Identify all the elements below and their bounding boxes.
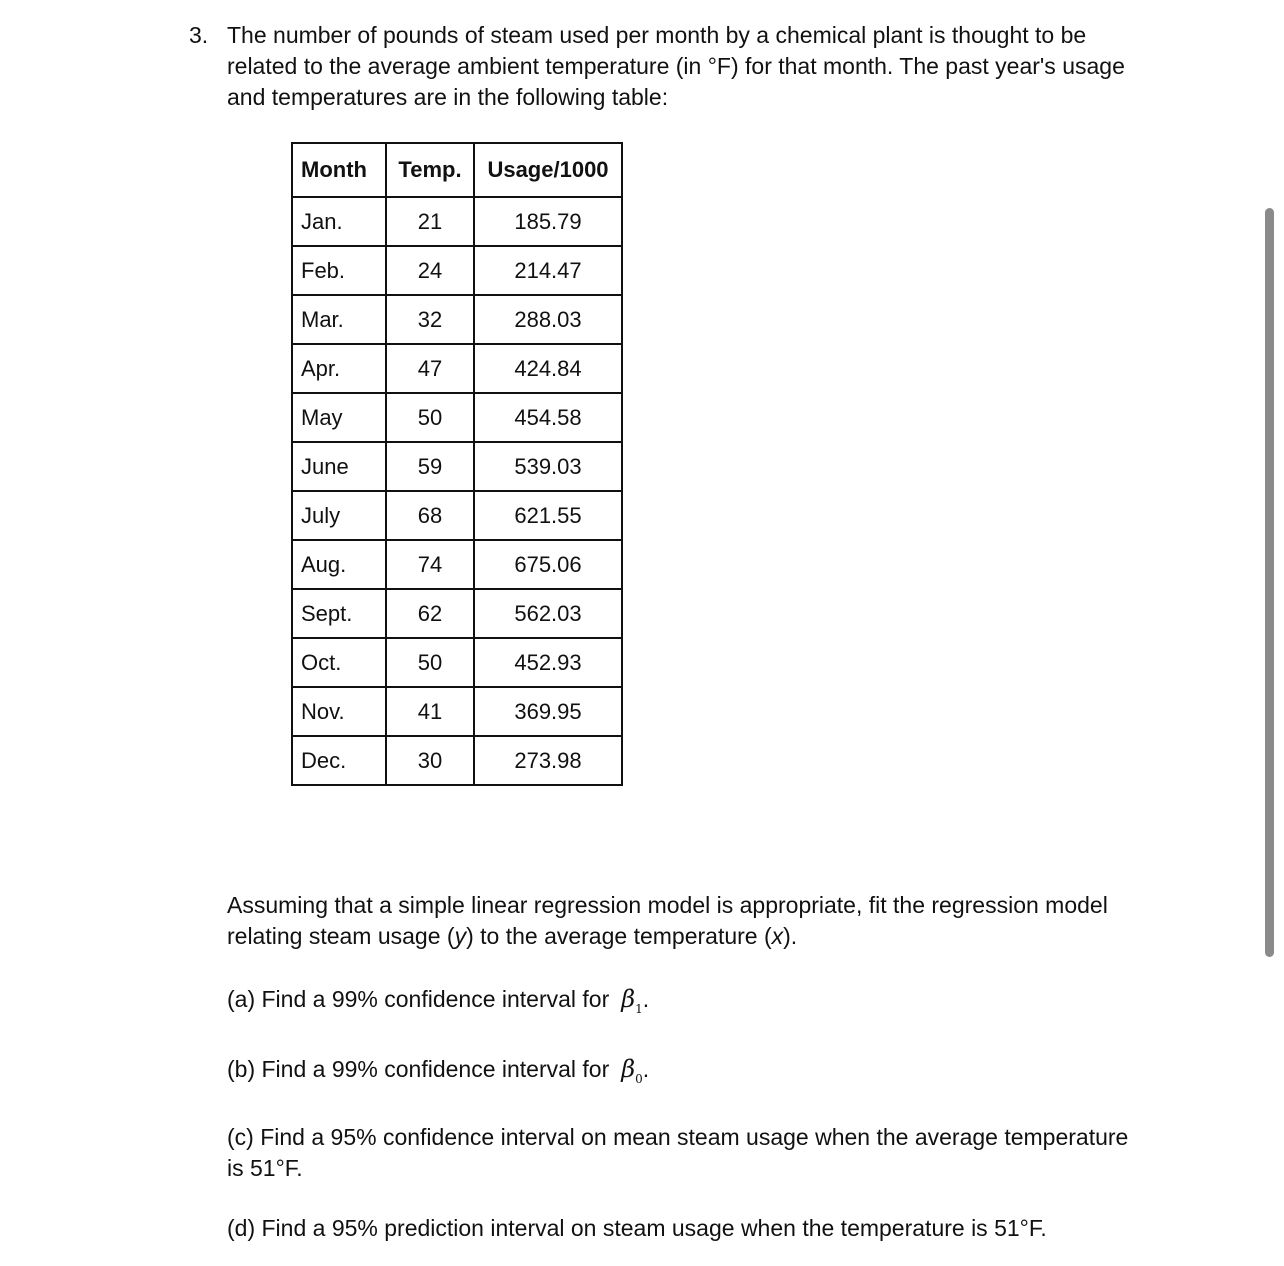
cell-month: Sept. bbox=[292, 589, 386, 638]
cell-temp: 24 bbox=[386, 246, 474, 295]
assumption-text-1: Assuming that a simple linear regression model is appropriate, fit the regression model relating steam usage ( bbox=[227, 892, 1108, 949]
y-variable: y bbox=[454, 923, 467, 949]
vertical-scrollbar[interactable] bbox=[1265, 208, 1274, 957]
beta-1-symbol: $\beta_1$ bbox=[621, 985, 643, 1016]
regression-assumption-text bbox=[227, 890, 1147, 952]
cell-usage: 424.84 bbox=[474, 344, 622, 393]
header-temp: Temp. bbox=[386, 143, 474, 197]
cell-month: Mar. bbox=[292, 295, 386, 344]
part-b-text: (b) Find a 99% confidence interval for bbox=[227, 1056, 610, 1082]
cell-month: Jan. bbox=[292, 197, 386, 246]
part-c: (c) Find a 95% confidence interval on mean steam usage when the average temperature is 51°F. bbox=[227, 1124, 1129, 1181]
cell-temp: 50 bbox=[386, 393, 474, 442]
part-a-text: (a) Find a 99% confidence interval for bbox=[227, 986, 610, 1012]
part-a-period: . bbox=[642, 986, 650, 1012]
cell-temp: 74 bbox=[386, 540, 474, 589]
cell-usage: 454.58 bbox=[474, 393, 622, 442]
part-d: (d) Find a 95% prediction interval on steam usage when the temperature is 51°F. bbox=[227, 1215, 1047, 1241]
cell-temp: 32 bbox=[386, 295, 474, 344]
cell-temp: 21 bbox=[386, 197, 474, 246]
beta-0-symbol: $\beta_0$ bbox=[621, 1055, 643, 1086]
assumption-text-2: ) to the average temperature ( bbox=[466, 923, 772, 949]
cell-usage: 185.79 bbox=[474, 197, 622, 246]
table-row bbox=[292, 246, 622, 295]
table-row bbox=[292, 540, 622, 589]
table-row bbox=[292, 638, 622, 687]
part-b-period: . bbox=[642, 1056, 650, 1082]
header-month: Month bbox=[292, 143, 386, 197]
cell-usage: 288.03 bbox=[474, 295, 622, 344]
part-b bbox=[227, 1054, 1147, 1095]
problem-number: 3. bbox=[189, 22, 209, 48]
cell-month: Aug. bbox=[292, 540, 386, 589]
table-row bbox=[292, 393, 622, 442]
table-row bbox=[292, 197, 622, 246]
cell-usage: 452.93 bbox=[474, 638, 622, 687]
assumption-text-3: ). bbox=[783, 923, 798, 949]
table-row bbox=[292, 589, 622, 638]
cell-temp: 30 bbox=[386, 736, 474, 785]
table-row bbox=[292, 687, 622, 736]
part-a bbox=[227, 984, 1147, 1025]
x-variable: x bbox=[771, 923, 784, 949]
cell-temp: 62 bbox=[386, 589, 474, 638]
cell-month: Nov. bbox=[292, 687, 386, 736]
table-row bbox=[292, 442, 622, 491]
problem-intro: The number of pounds of steam used per month by a chemical plant is thought to be related to the average ambient temperature (in °F) for that month. The past year's usage and temperatures are in the following table: bbox=[227, 22, 1125, 110]
cell-month: Feb. bbox=[292, 246, 386, 295]
cell-temp: 68 bbox=[386, 491, 474, 540]
cell-month: June bbox=[292, 442, 386, 491]
cell-temp: 50 bbox=[386, 638, 474, 687]
cell-usage: 273.98 bbox=[474, 736, 622, 785]
cell-month: July bbox=[292, 491, 386, 540]
cell-usage: 675.06 bbox=[474, 540, 622, 589]
steam-usage-table bbox=[291, 142, 623, 786]
table-header-row bbox=[292, 143, 622, 197]
cell-usage: 214.47 bbox=[474, 246, 622, 295]
cell-month: Dec. bbox=[292, 736, 386, 785]
table-row bbox=[292, 736, 622, 785]
table-row bbox=[292, 491, 622, 540]
table-row bbox=[292, 295, 622, 344]
header-usage: Usage/1000 bbox=[474, 143, 622, 197]
cell-usage: 621.55 bbox=[474, 491, 622, 540]
cell-usage: 562.03 bbox=[474, 589, 622, 638]
cell-temp: 41 bbox=[386, 687, 474, 736]
cell-temp: 59 bbox=[386, 442, 474, 491]
cell-month: Oct. bbox=[292, 638, 386, 687]
cell-usage: 369.95 bbox=[474, 687, 622, 736]
cell-month: May bbox=[292, 393, 386, 442]
cell-temp: 47 bbox=[386, 344, 474, 393]
cell-usage: 539.03 bbox=[474, 442, 622, 491]
table-row bbox=[292, 344, 622, 393]
cell-month: Apr. bbox=[292, 344, 386, 393]
